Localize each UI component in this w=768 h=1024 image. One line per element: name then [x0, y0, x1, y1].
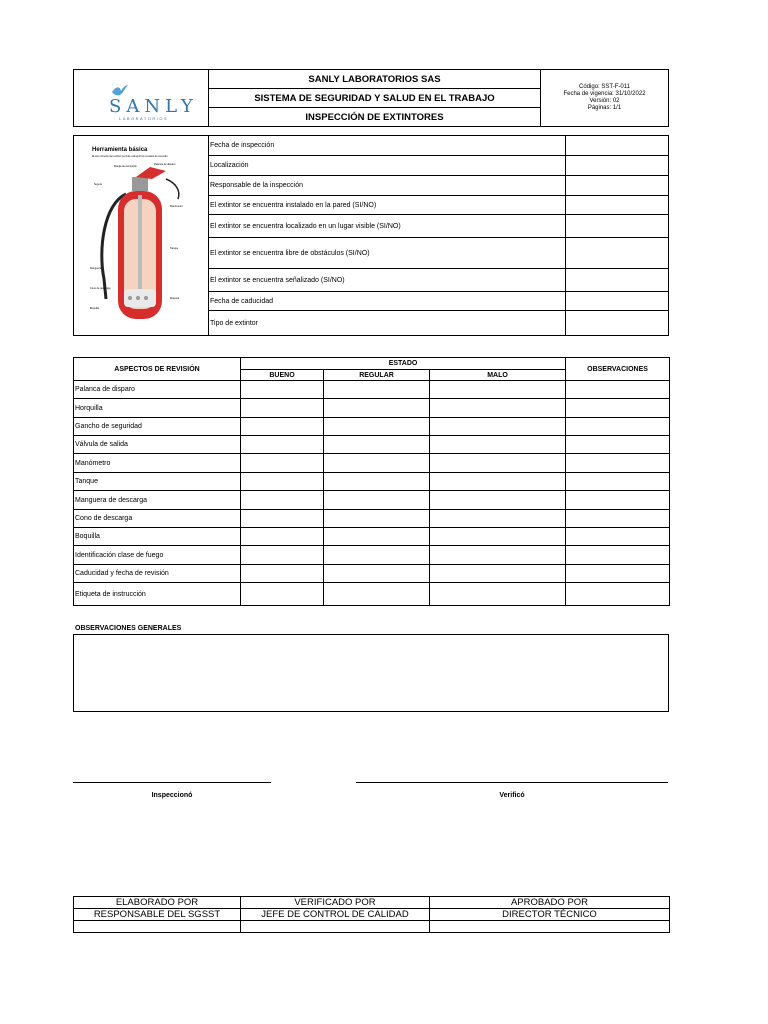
field-inspection-date: Fecha de inspección [209, 136, 566, 156]
table-row [74, 510, 670, 528]
cell-regular[interactable] [324, 546, 430, 565]
cell-good[interactable] [241, 381, 324, 399]
table-row [74, 528, 670, 546]
fire-extinguisher-diagram [86, 139, 196, 327]
general-observations-label: OBSERVACIONES GENERALES [75, 625, 182, 632]
diagram-label: Manija de transporte [114, 165, 137, 168]
cell-regular[interactable] [324, 510, 430, 528]
approved-role: DIRECTOR TÉCNICO [430, 909, 670, 921]
cell-good[interactable] [241, 454, 324, 473]
table-row [74, 473, 670, 491]
diagram-label: Manómetro [170, 205, 183, 208]
cell-observation[interactable] [566, 399, 670, 418]
cell-regular[interactable] [324, 565, 430, 583]
cell-bad[interactable] [430, 454, 566, 473]
answer-expiry-date[interactable] [566, 292, 669, 311]
logo-subtitle: LABORATORIOS [119, 116, 169, 121]
cell-bad[interactable] [430, 546, 566, 565]
cell-bad[interactable] [430, 436, 566, 454]
field-signposted: El extintor se encuentra señalizado (SI/NO) [209, 269, 566, 292]
good-header: BUENO [241, 370, 324, 381]
answer-inspection-date[interactable] [566, 136, 669, 156]
version: Versión: 02 [589, 98, 620, 104]
answer-location[interactable] [566, 156, 669, 176]
cell-good[interactable] [241, 491, 324, 510]
cell-observation[interactable] [566, 473, 670, 491]
document-code: Código: SST-F-011 [579, 84, 630, 90]
aspect-label: Etiqueta de instrucción [74, 583, 241, 606]
general-observations-box[interactable] [73, 634, 669, 712]
table-row [74, 381, 670, 399]
cell-regular[interactable] [324, 436, 430, 454]
system-title: SISTEMA DE SEGURIDAD Y SALUD EN EL TRABAJO [209, 89, 541, 108]
cell-observation[interactable] [566, 510, 670, 528]
cell-bad[interactable] [430, 381, 566, 399]
inspected-label: Inspeccionó [151, 792, 193, 799]
form-title: INSPECCIÓN DE EXTINTORES [209, 108, 541, 127]
observations-header: OBSERVACIONES [566, 358, 670, 381]
document-codes [541, 70, 669, 127]
field-visible-place: El extintor se encuentra localizado en un lugar visible (SI/NO) [209, 215, 566, 238]
cell-bad[interactable] [430, 583, 566, 606]
diagram-label: Manguera [90, 267, 102, 270]
field-expiry-date: Fecha de caducidad [209, 292, 566, 311]
inspection-info-table [73, 135, 669, 336]
answer-free-of-obstacles[interactable] [566, 238, 669, 269]
bad-header: MALO [430, 370, 566, 381]
verified-by-header: VERIFICADO POR [241, 897, 430, 909]
table-row [74, 565, 670, 583]
cell-good[interactable] [241, 528, 324, 546]
cell-good[interactable] [241, 510, 324, 528]
answer-signposted[interactable] [566, 269, 669, 292]
cell-observation[interactable] [566, 528, 670, 546]
logo-cell [74, 70, 209, 127]
aspect-label: Horquilla [74, 399, 241, 418]
validity-date: Fecha de vigencia: 31/10/2022 [563, 91, 646, 97]
cell-good[interactable] [241, 546, 324, 565]
approved-signature[interactable] [430, 921, 670, 933]
cell-bad[interactable] [430, 510, 566, 528]
diagram-label: Palanca de disparo [154, 163, 176, 166]
cell-regular[interactable] [324, 454, 430, 473]
diagram-label: Etiqueta [170, 297, 180, 300]
pages: Páginas: 1/1 [587, 105, 622, 111]
cell-bad[interactable] [430, 565, 566, 583]
diagram-title: Herramienta básica [92, 147, 148, 153]
diagram-label: Seguro [94, 183, 103, 186]
cell-regular[interactable] [324, 399, 430, 418]
field-extinguisher-type: Tipo de extintor [209, 311, 566, 336]
diagram-label: Tanque [170, 247, 179, 250]
field-wall-mounted: El extintor se encuentra instalado en la pared (SI/NO) [209, 196, 566, 215]
aspect-label: Identificación clase de fuego [74, 546, 241, 565]
sanly-logo [91, 78, 198, 121]
aspect-label: Boquilla [74, 528, 241, 546]
aspect-label: Cono de descarga [74, 510, 241, 528]
extinguisher-image-cell [74, 136, 209, 336]
cell-bad[interactable] [430, 491, 566, 510]
aspect-label: Palanca de disparo [74, 381, 241, 399]
aspect-label: Manguera de descarga [74, 491, 241, 510]
cell-bad[interactable] [430, 418, 566, 436]
diagram-label: Cono de descarga [90, 287, 111, 290]
table-row [74, 491, 670, 510]
cell-regular[interactable] [324, 491, 430, 510]
cell-observation[interactable] [566, 418, 670, 436]
cell-good[interactable] [241, 436, 324, 454]
table-row [74, 583, 670, 606]
cell-good[interactable] [241, 473, 324, 491]
answer-inspector[interactable] [566, 176, 669, 196]
aspects-header: ASPECTOS DE REVISIÓN [74, 358, 241, 381]
field-inspector: Responsable de la inspección [209, 176, 566, 196]
aspect-label: Gancho de seguridad [74, 418, 241, 436]
review-table [73, 357, 670, 606]
verified-role: JEFE DE CONTROL DE CALIDAD [241, 909, 430, 921]
answer-visible-place[interactable] [566, 215, 669, 238]
table-row [74, 436, 670, 454]
cell-good[interactable] [241, 565, 324, 583]
regular-header: REGULAR [324, 370, 430, 381]
aspect-label: Válvula de salida [74, 436, 241, 454]
cell-regular[interactable] [324, 418, 430, 436]
header-table [73, 69, 669, 127]
cell-good[interactable] [241, 418, 324, 436]
cell-observation[interactable] [566, 381, 670, 399]
cell-observation[interactable] [566, 436, 670, 454]
state-header: ESTADO [241, 358, 566, 370]
elaborated-role: RESPONSABLE DEL SGSST [74, 909, 241, 921]
elaborated-by-header: ELABORADO POR [74, 897, 241, 909]
approval-table [73, 896, 670, 933]
cell-observation[interactable] [566, 454, 670, 473]
company-name: SANLY LABORATORIOS SAS [209, 70, 541, 89]
cell-good[interactable] [241, 583, 324, 606]
verified-signature-line[interactable] [356, 782, 668, 783]
aspect-label: Tanque [74, 473, 241, 491]
aspect-label: Manómetro [74, 454, 241, 473]
cell-observation[interactable] [566, 565, 670, 583]
inspected-signature-line[interactable] [73, 782, 271, 783]
verified-label: Verificó [499, 792, 525, 799]
cell-bad[interactable] [430, 399, 566, 418]
cell-observation[interactable] [566, 546, 670, 565]
answer-extinguisher-type[interactable] [566, 311, 669, 336]
cell-regular[interactable] [324, 528, 430, 546]
elaborated-signature[interactable] [74, 921, 241, 933]
diagram-label: Boquilla [90, 307, 99, 310]
cell-bad[interactable] [430, 473, 566, 491]
cell-regular[interactable] [324, 473, 430, 491]
approved-by-header: APROBADO POR [430, 897, 670, 909]
cell-observation[interactable] [566, 583, 670, 606]
table-row [74, 454, 670, 473]
cell-good[interactable] [241, 399, 324, 418]
table-row [74, 546, 670, 565]
field-free-of-obstacles: El extintor se encuentra libre de obstáculos (SI/NO) [209, 238, 566, 269]
field-location: Localización [209, 156, 566, 176]
table-row [74, 399, 670, 418]
verified-signature[interactable] [241, 921, 430, 933]
logo-name: SANLY [109, 96, 198, 117]
cell-bad[interactable] [430, 528, 566, 546]
cell-regular[interactable] [324, 583, 430, 606]
cell-regular[interactable] [324, 381, 430, 399]
diagram-caption: El uso correcto del extintor permite extinguir los conatos de incendio [92, 155, 168, 158]
cell-observation[interactable] [566, 491, 670, 510]
aspect-label: Caducidad y fecha de revisión [74, 565, 241, 583]
table-row [74, 418, 670, 436]
answer-wall-mounted[interactable] [566, 196, 669, 215]
